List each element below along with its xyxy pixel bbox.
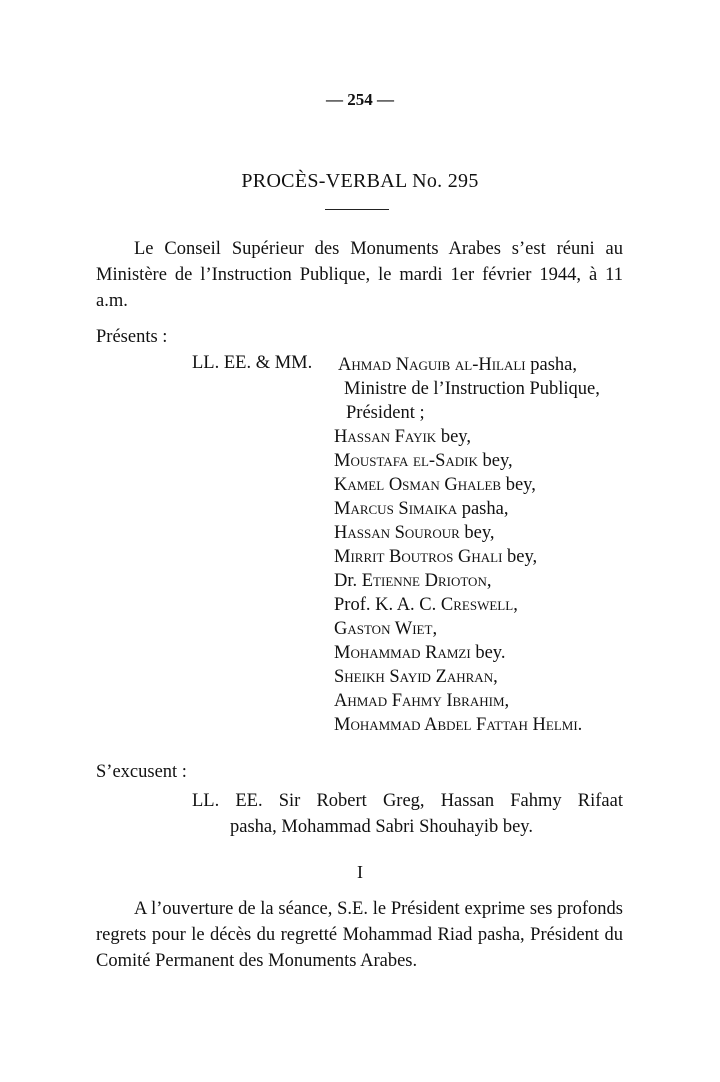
presents-intro: LL. EE. & MM.: [192, 353, 313, 373]
excusent-line-2: pasha, Mohammad Sabri Shouhayib bey.: [230, 817, 533, 837]
document-title: PROCÈS-VERBAL No. 295: [241, 170, 479, 192]
member-line: [334, 617, 437, 641]
member-line: [334, 593, 518, 617]
title-divider: [325, 209, 389, 210]
member-line: [346, 401, 425, 425]
member-suffix: pasha,: [525, 355, 578, 375]
member-name: Gaston Wiet: [334, 619, 433, 639]
member-suffix: .: [577, 715, 583, 735]
excusent-paragraph: [192, 788, 623, 840]
member-suffix: bey,: [477, 451, 513, 471]
excusent-line-1: LL. EE. Sir Robert Greg, Hassan Fahmy Rifaat: [192, 791, 623, 811]
member-line: [344, 377, 600, 401]
member-suffix: ,: [504, 691, 510, 711]
member-line: [334, 665, 498, 689]
member-line: [338, 353, 577, 377]
member-suffix: ,: [513, 595, 518, 615]
member-line: [334, 497, 508, 521]
member-name: Hassan Sourour: [334, 523, 460, 543]
member-name: Mohammad Abdel Fattah Helmi: [334, 715, 578, 735]
member-line: [334, 473, 536, 497]
page-number: — 254 —: [326, 90, 394, 109]
member-name: Sheikh Sayid Zahran: [334, 667, 494, 687]
excusent-label: S’excusent :: [96, 762, 187, 782]
presents-label: Présents :: [96, 327, 168, 347]
member-suffix: pasha,: [457, 499, 509, 519]
intro-paragraph: Le Conseil Supérieur des Monuments Arabes s’est réuni au Ministère de l’Instruction Publique, le mardi 1er février 1944, à 11 a.m.: [96, 239, 623, 311]
member-suffix: bey,: [502, 547, 538, 567]
section-paragraph: A l’ouverture de la séance, S.E. le Président exprime ses profonds regrets pour le décès du regretté Mohammad Riad pasha, Président du Comité Permanent des Monuments Arabes.: [96, 899, 623, 971]
member-suffix: bey.: [470, 643, 506, 663]
member-name: Mohammad Ramzi: [334, 643, 471, 663]
member-line: [334, 641, 505, 665]
member-suffix: ,: [432, 619, 438, 639]
member-prefix: Dr.: [334, 571, 362, 591]
member-suffix: ,: [493, 667, 498, 687]
member-suffix: bey,: [459, 523, 495, 543]
member-line: [334, 545, 537, 569]
member-name: Moustafa el-Sadik: [334, 451, 478, 471]
member-line: [334, 713, 582, 737]
member-line: [334, 689, 509, 713]
member-name: Kamel Osman Ghaleb: [334, 475, 502, 495]
member-line: [334, 425, 471, 449]
member-name: Creswell: [440, 595, 514, 615]
member-name: Ahmad Fahmy Ibrahim: [334, 691, 505, 711]
member-line: [334, 521, 495, 545]
member-line: [334, 569, 491, 593]
member-name: Mirrit Boutros Ghali: [334, 547, 503, 567]
member-suffix: ,: [486, 571, 492, 591]
member-suffix: bey,: [436, 427, 471, 447]
member-suffix: Ministre de l’Instruction Publique,: [344, 379, 600, 399]
member-name: Etienne Drioton: [361, 571, 487, 591]
section-numeral: I: [357, 862, 363, 882]
member-name: Ahmad Naguib al-Hilali: [338, 355, 526, 375]
member-suffix: bey,: [501, 475, 536, 495]
member-name: Hassan Fayik: [334, 427, 437, 447]
member-name: Marcus Simaika: [334, 499, 458, 519]
member-suffix: Président ;: [346, 403, 425, 423]
member-prefix: Prof. K. A. C.: [334, 595, 441, 615]
member-line: [334, 449, 513, 473]
